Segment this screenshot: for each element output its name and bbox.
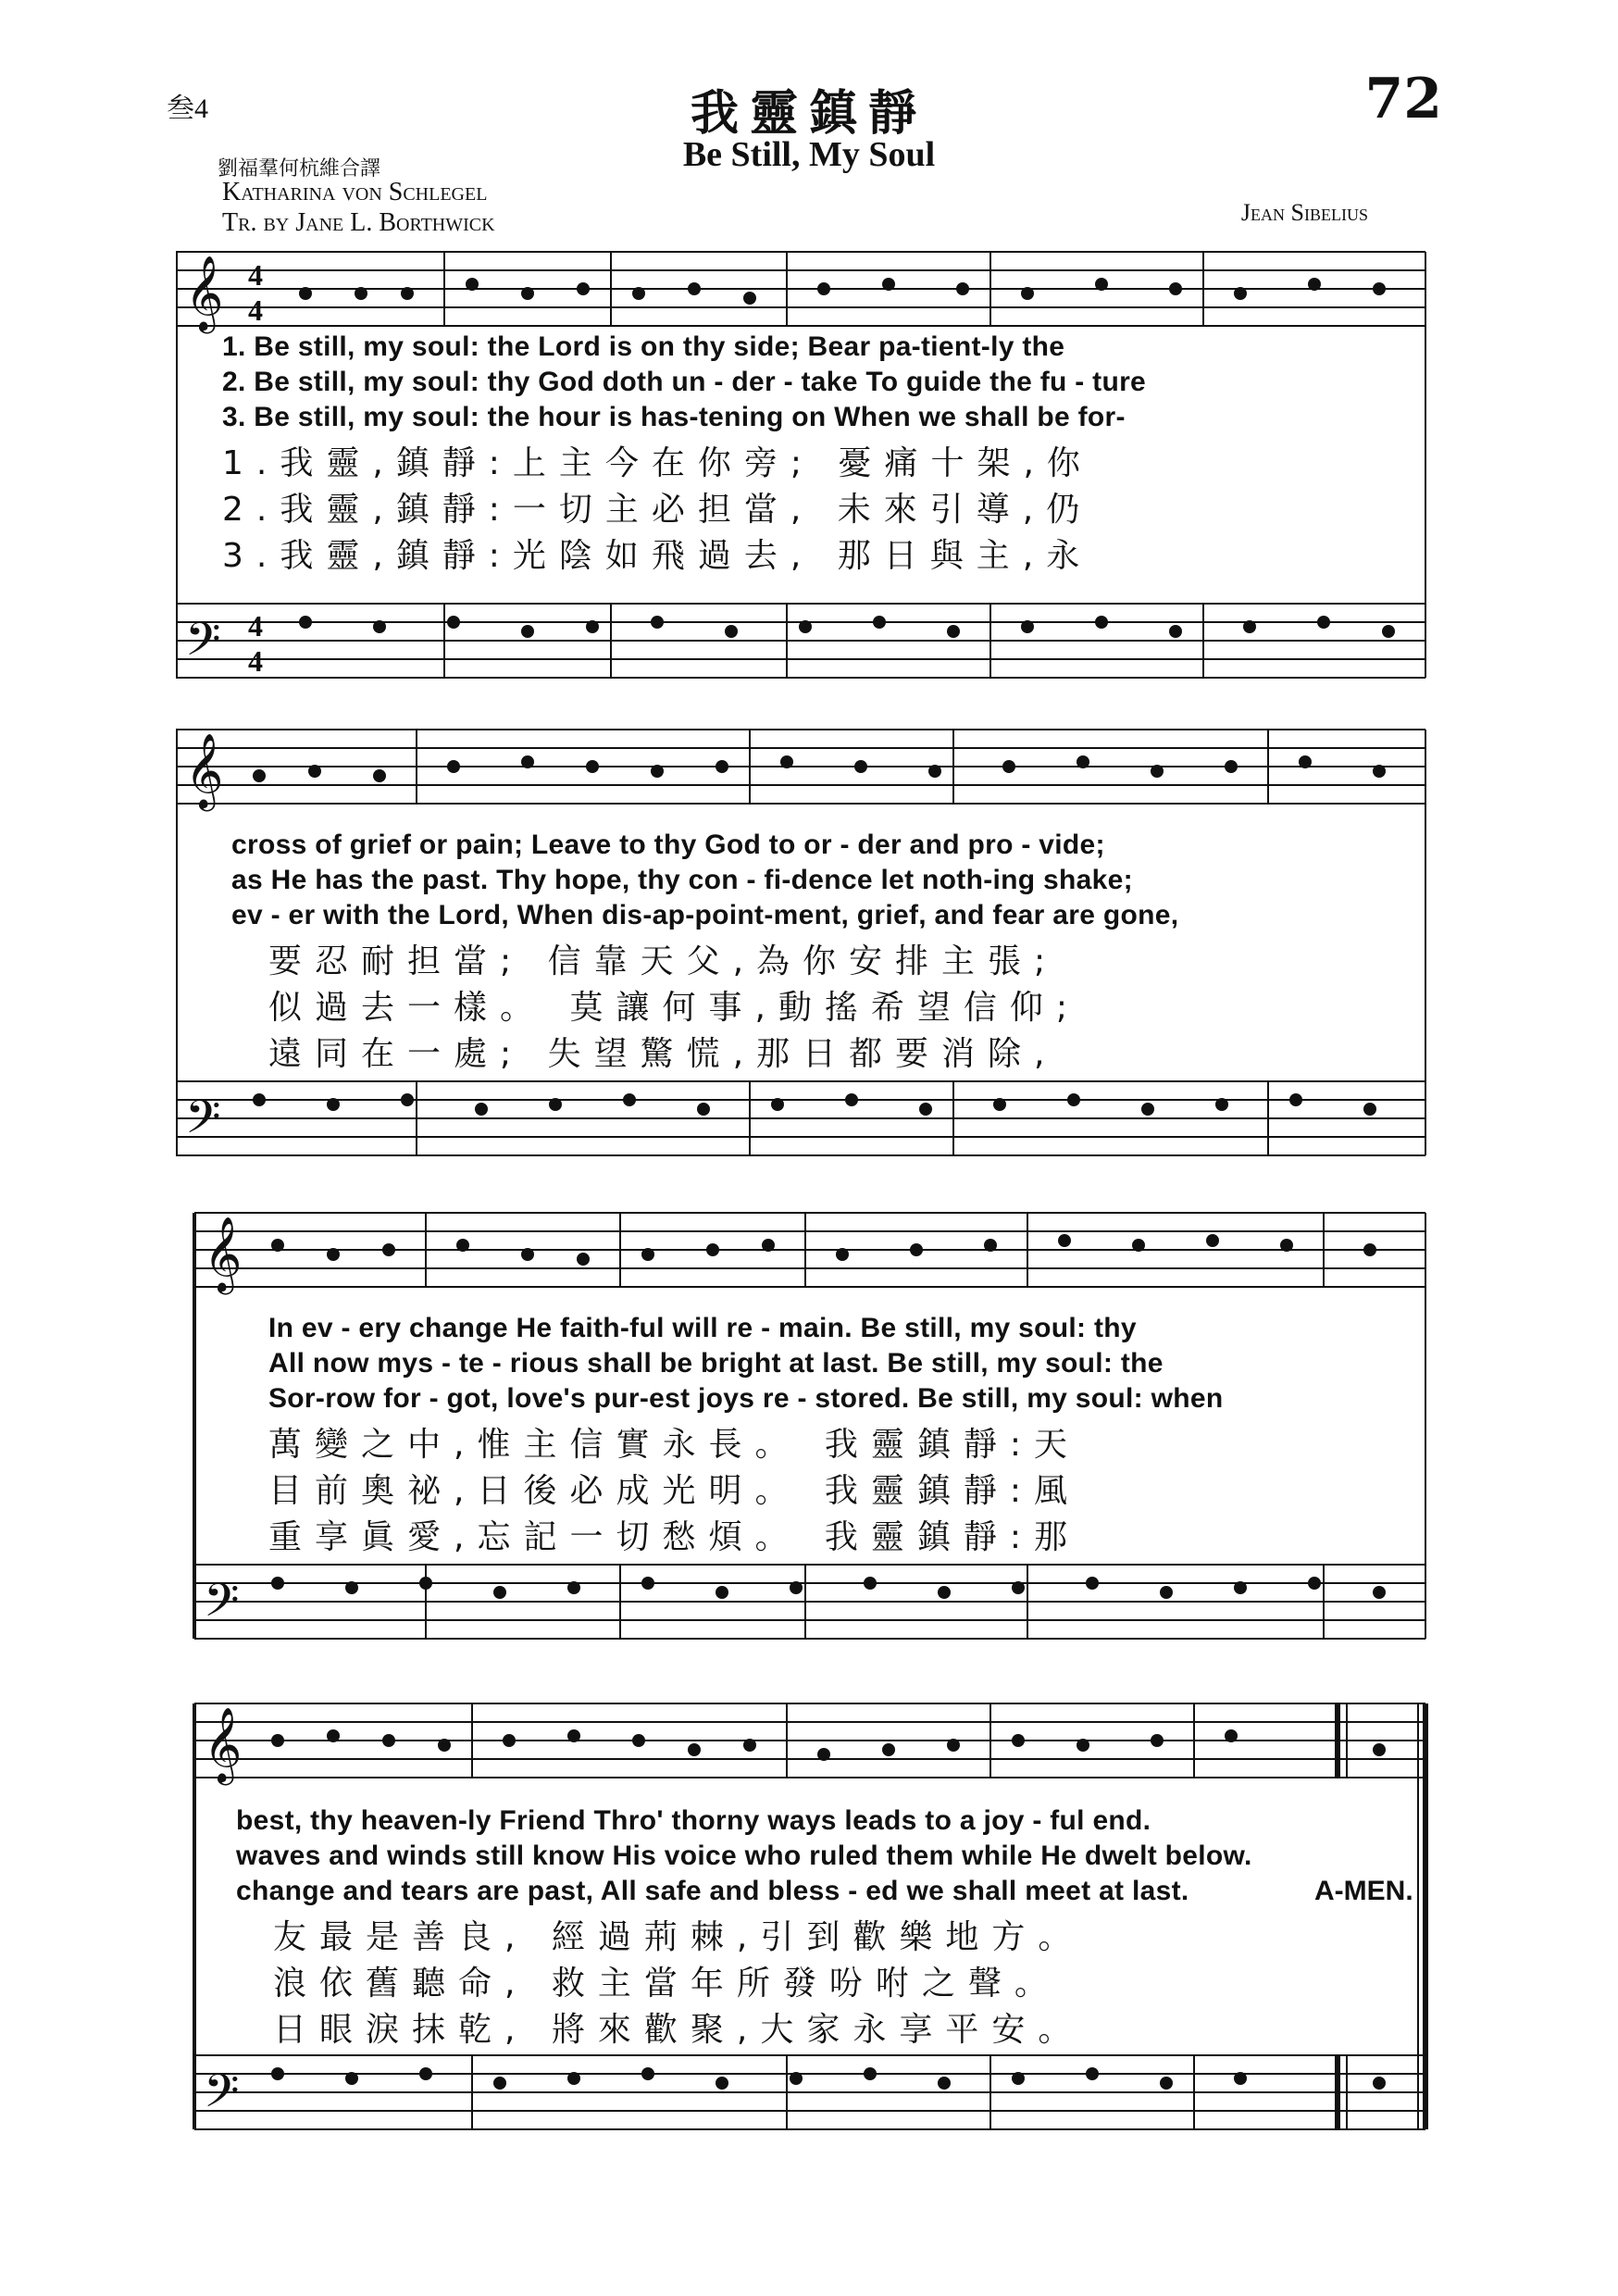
svg-text:𝄞: 𝄞: [204, 1216, 243, 1292]
lyric-line-chinese: 2.我靈,鎮靜:一切主必担當, 未來引導,仍: [222, 491, 1093, 529]
lyric-line: In ev - ery change He faith-ful will re - main. Be still, my soul: thy: [268, 1313, 1137, 1343]
lyric-line-chinese: 友最是善良, 經過荊棘,引到歡樂地方。: [273, 1918, 1085, 1956]
author: Katharina von Schlegel: [222, 178, 488, 206]
chinese-translators: 劉福羣何杭維合譯: [218, 156, 381, 180]
svg-text:𝄢: 𝄢: [204, 2065, 240, 2129]
hymn-number: 72: [1364, 67, 1442, 131]
lyric-line-chinese: 重享眞愛,忘記一切愁煩。 我靈鎮靜:那: [268, 1518, 1081, 1556]
svg-text:𝄞: 𝄞: [185, 732, 224, 808]
lyric-line-chinese: 目前奧祕,日後必成光明。 我靈鎮靜:風: [268, 1472, 1081, 1510]
lyric-line: 2. Be still, my soul: thy God doth un - der - take To guide the fu - ture: [222, 367, 1147, 397]
composer: Jean Sibelius: [1240, 199, 1368, 226]
svg-text:4: 4: [248, 644, 263, 678]
svg-text:4: 4: [248, 609, 263, 643]
section-number: 叁4: [167, 94, 208, 124]
lyric-line: Sor-row for - got, love's pur-est joys re - stored. Be still, my soul: when: [268, 1383, 1224, 1414]
lyric-line: best, thy heaven-ly Friend Thro' thorny ways leads to a joy - ful end.: [236, 1805, 1151, 1836]
lyric-line-chinese: 萬變之中,惟主信實永長。 我靈鎮靜:天: [268, 1426, 1081, 1464]
lyric-line-chinese: 1.我靈,鎮靜:上主今在你旁; 憂痛十架,你: [222, 444, 1093, 482]
lyric-line: as He has the past. Thy hope, thy con - fi-dence let noth-ing shake;: [231, 865, 1133, 895]
svg-text:𝄢: 𝄢: [185, 613, 221, 678]
svg-text:4: 4: [248, 293, 263, 327]
svg-text:𝄞: 𝄞: [204, 1706, 243, 1782]
svg-text:4: 4: [248, 258, 263, 292]
lyric-line-chinese: 要忍耐担當; 信靠天父,為你安排主張;: [268, 942, 1059, 980]
lyric-line-chinese: 日眼淚抹乾, 將來歡聚,大家永享平安。: [273, 2011, 1085, 2049]
lyric-line: ev - er with the Lord, When dis-ap-point-ment, grief, and fear are gone,: [231, 900, 1179, 930]
lyric-line-chinese: 3.我靈,鎮靜:光陰如飛過去, 那日與主,永: [222, 537, 1093, 575]
lyric-line: 1. Be still, my soul: the Lord is on thy side; Bear pa-tient-ly the: [222, 331, 1065, 362]
hymn-title-english: Be Still, My Soul: [682, 135, 936, 174]
amen-text: A-MEN.: [1314, 1876, 1413, 1906]
translator: Tr. by Jane L. Borthwick: [222, 208, 495, 237]
lyric-line: All now mys - te - rious shall be bright at last. Be still, my soul: the: [268, 1348, 1164, 1379]
hymn-title-chinese: 我靈鎮靜: [690, 88, 927, 141]
lyric-line-chinese: 似過去一樣。 莫讓何事,動搖希望信仰;: [268, 989, 1081, 1027]
lyric-line-chinese: 遠同在一處; 失望驚慌,那日都要消除,: [268, 1035, 1058, 1073]
lyric-line: cross of grief or pain; Leave to thy God to or - der and pro - vide;: [231, 830, 1105, 860]
svg-text:𝄞: 𝄞: [185, 255, 224, 331]
svg-text:𝄢: 𝄢: [185, 1091, 221, 1155]
lyric-line: change and tears are past, All safe and bless - ed we shall meet at last.: [236, 1876, 1189, 1906]
svg-text:𝄢: 𝄢: [204, 1574, 240, 1639]
lyric-line-chinese: 浪依舊聽命, 救主當年所發吩咐之聲。: [273, 1965, 1061, 2003]
lyric-line: 3. Be still, my soul: the hour is has-tening on When we shall be for-: [222, 402, 1126, 432]
lyric-line: waves and winds still know His voice who ruled them while He dwelt below.: [236, 1841, 1252, 1871]
